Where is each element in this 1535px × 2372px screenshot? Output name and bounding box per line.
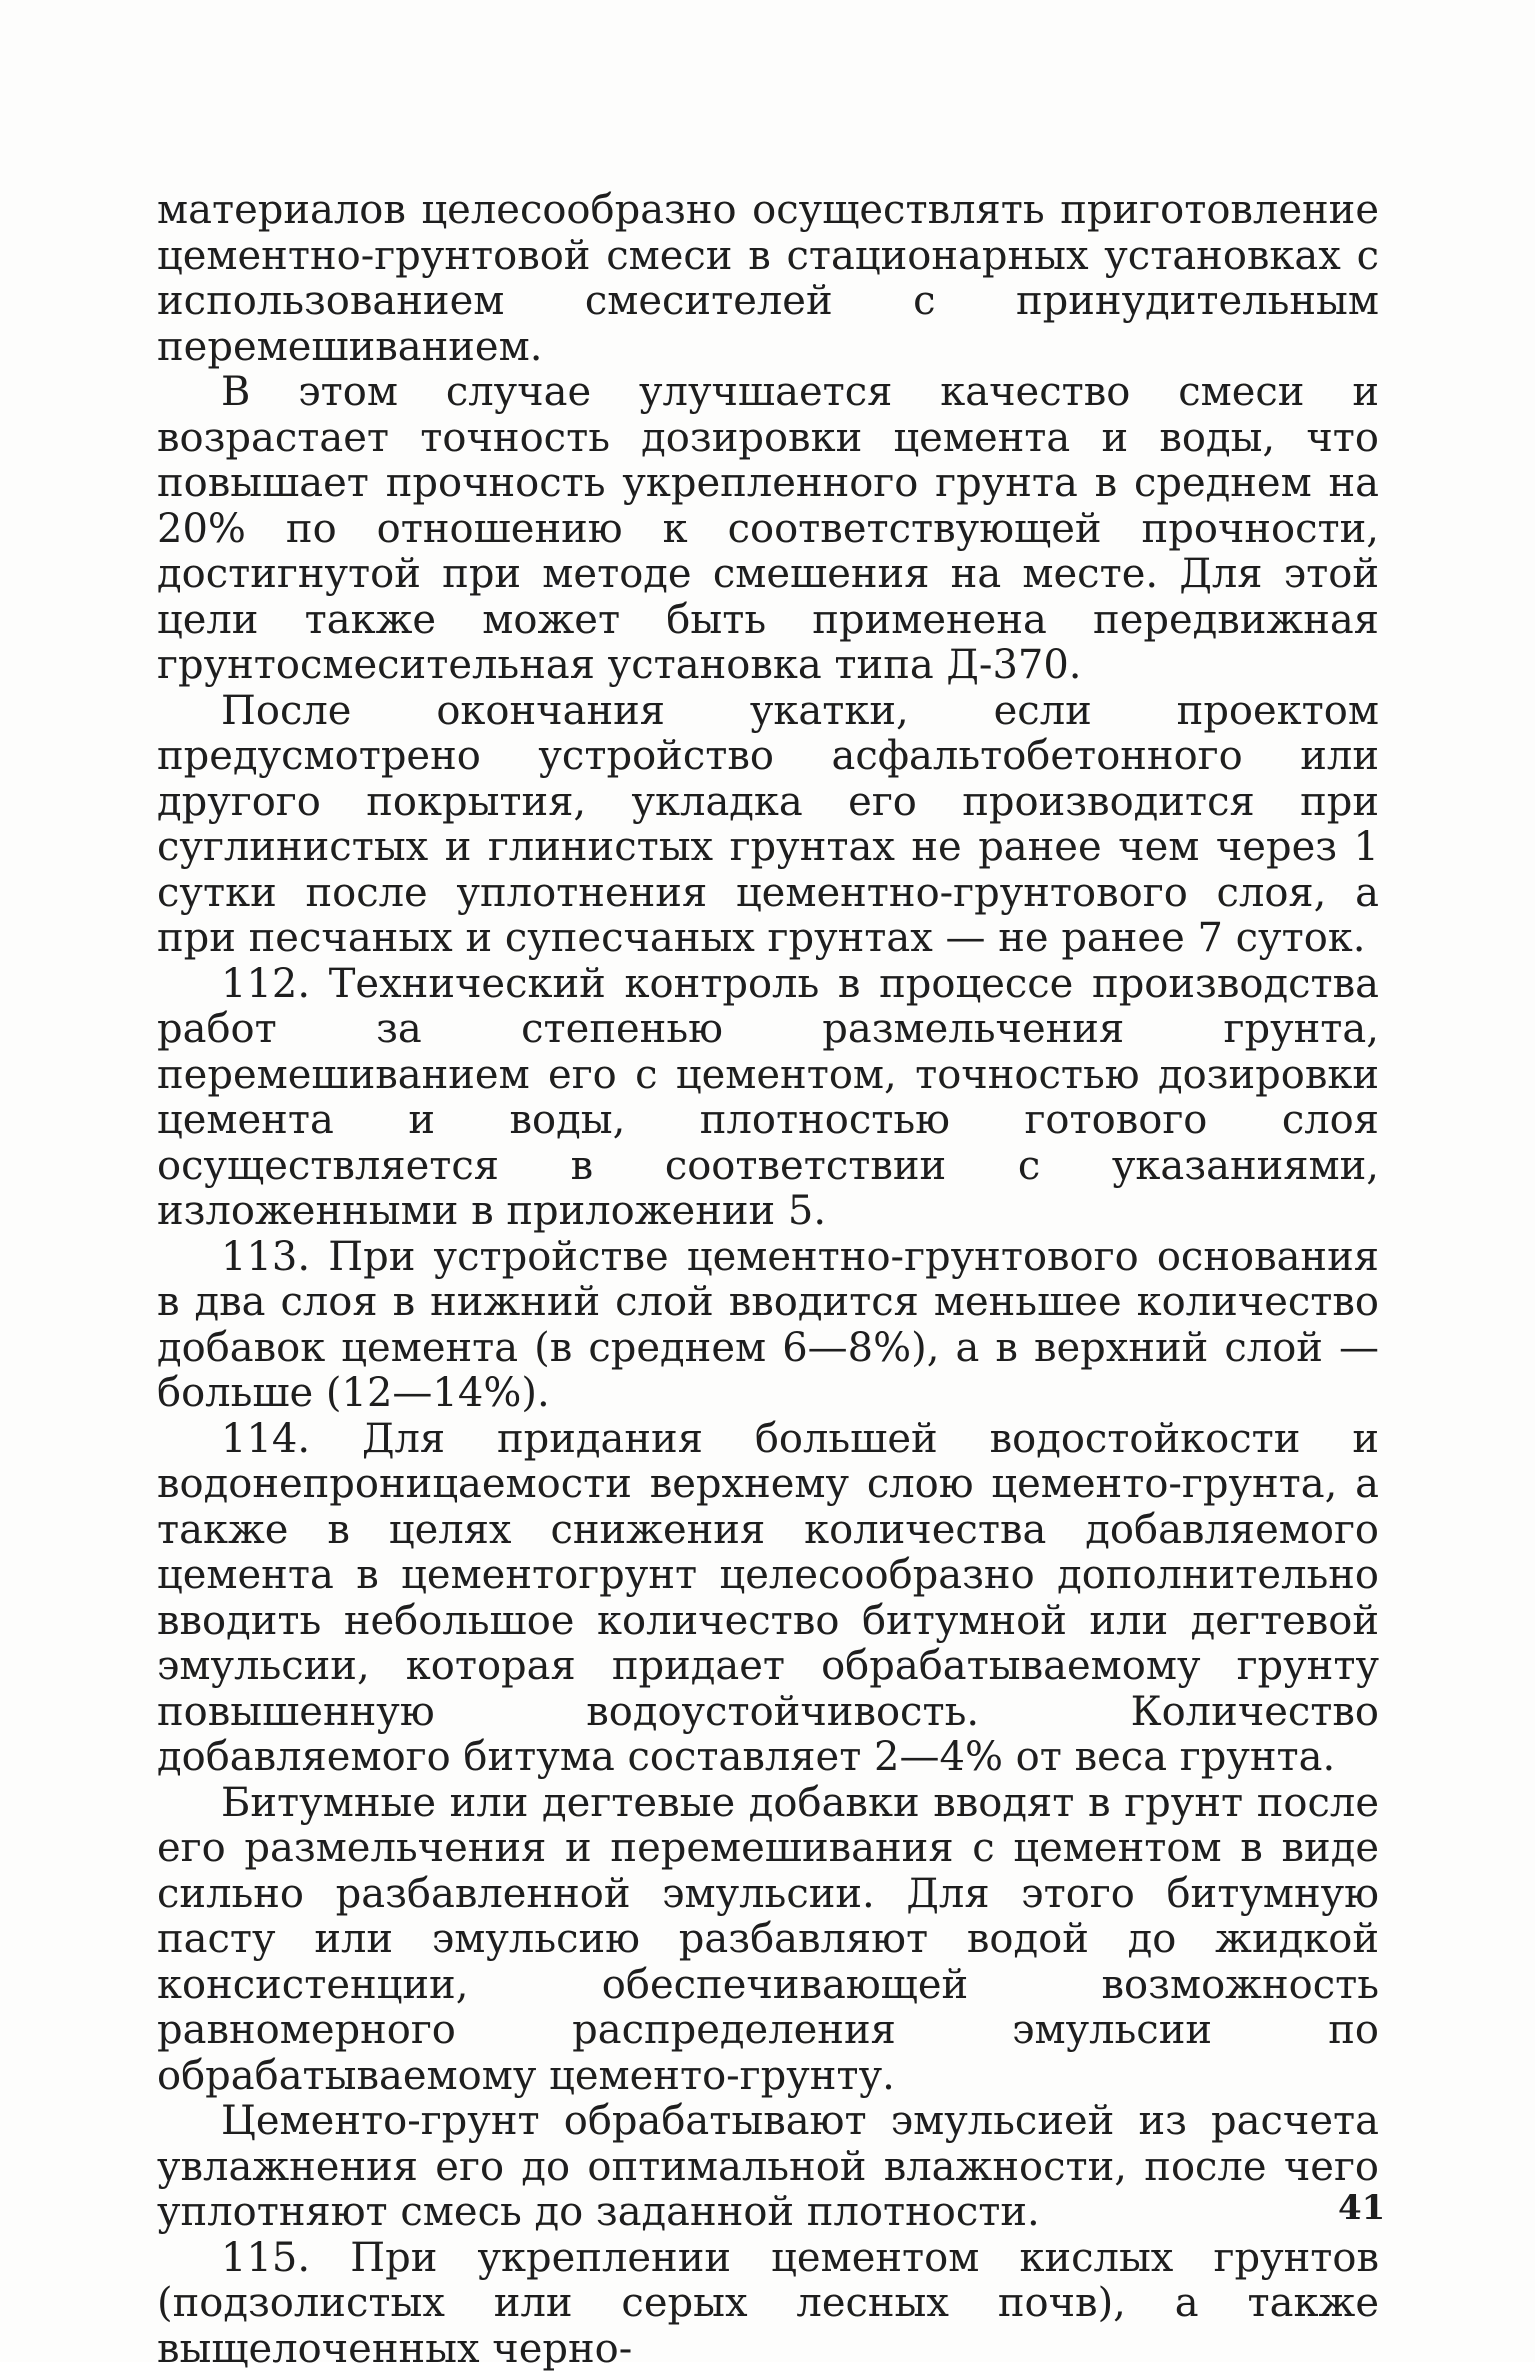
paragraph-115: 115. При укреплении цементом кислых грунтов (подзолистых или серых лесных почв), а также выщелоченных черно- <box>157 2236 1379 2372</box>
page-number: 41 <box>1338 2188 1385 2228</box>
body-text <box>157 188 1379 2372</box>
paragraph-after-rolling: После окончания укатки, если проектом предусмотрено устройство асфальтобетонного или другого покрытия, укладка его производится при суглинистых и глинистых грунтах не ранее чем через 1 сутки после уплотнения цементно-грунтового слоя, а при песчаных и супесчаных грунтах — не ранее 7 суток. <box>157 689 1379 962</box>
paragraph-114: 114. Для придания большей водостойкости и водонепроницаемости верхнему слою цементо-грунта, а также в целях снижения количества добавляемого цемента в цементогрунт целесообразно дополнительно вводить небольшое количество битумной или дегтевой эмульсии, которая придает обрабатываемому грунту повышенную водоустойчивость. Количество добавляемого битума составляет 2—4% от веса грунта. <box>157 1417 1379 1781</box>
paragraph-emulsion-treatment: Цементо-грунт обрабатывают эмульсией из расчета увлажнения его до оптимальной влажности, после чего уплотняют смесь до заданной плотности. <box>157 2099 1379 2236</box>
paragraph-continuation: материалов целесообразно осуществлять приготовление цементно-грунтовой смеси в стационарных установках с использованием смесителей с принудительным перемешиванием. <box>157 188 1379 370</box>
paragraph-112: 112. Технический контроль в процессе производства работ за степенью размельчения грунта, перемешиванием его с цементом, точностью дозировки цемента и воды, плотностью готового слоя осуществляется в соответствии с указаниями, изложенными в приложении 5. <box>157 962 1379 1235</box>
paragraph-bitumen-additives: Битумные или дегтевые добавки вводят в грунт после его размельчения и перемешивания с цементом в виде сильно разбавленной эмульсии. Для этого битумную пасту или эмульсию разбавляют водой до жидкой консистенции, обеспечивающей возможность равномерного распределения эмульсии по обрабатываемому цементо-грунту. <box>157 1781 1379 2100</box>
paragraph-mixing-quality: В этом случае улучшается качество смеси и возрастает точность дозировки цемента и воды, что повышает прочность укрепленного грунта в среднем на 20% по отношению к соответствующей прочности, достигнутой при методе смешения на месте. Для этой цели также может быть применена передвижная грунтосмесительная установка типа Д-370. <box>157 370 1379 689</box>
paragraph-113: 113. При устройстве цементно-грунтового основания в два слоя в нижний слой вводится меньшее количество добавок цемента (в среднем 6—8%), а в верхний слой — больше (12—14%). <box>157 1235 1379 1417</box>
